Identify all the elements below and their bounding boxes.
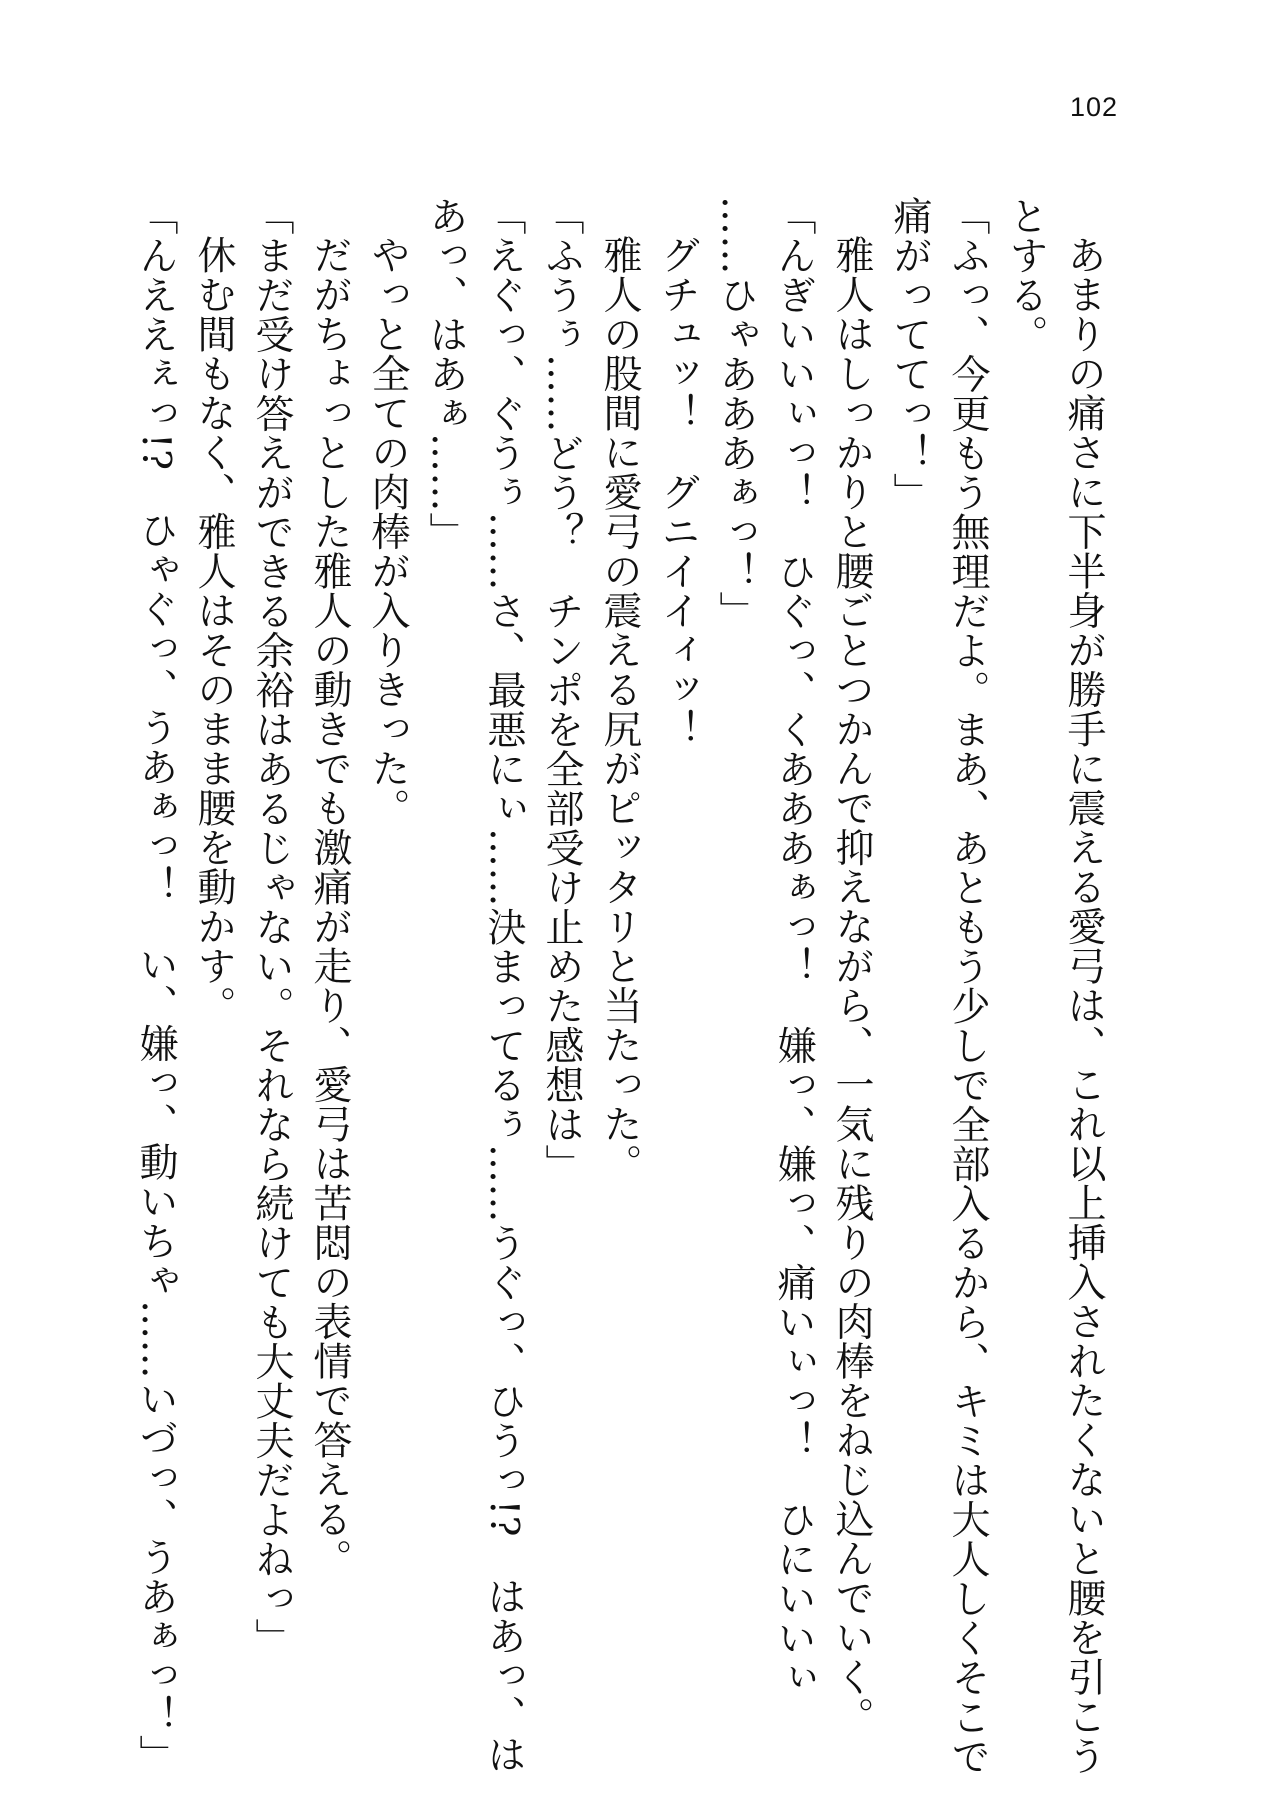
vertical-text-block bbox=[126, 196, 1112, 1776]
text-line: 「んええぇっ!? ひゃぐっ、うあぁっ！ い、嫌っ、動いちゃ……いづっ、うあぁっ！」 bbox=[133, 196, 178, 1775]
text-line: やっと全ての肉棒が入りきった。 bbox=[365, 235, 410, 828]
text-line: 雅人はしっかりと腰ごとつかんで抑えながら、一気に残りの肉棒をねじ込んでいく。 bbox=[829, 235, 874, 1736]
text-line: 痛がっててっ！」 bbox=[887, 196, 932, 512]
text-line: 「んぎいいぃっ！ ひぐっ、くあああぁっ！ 嫌っ、嫌っ、痛いぃっ！ ひにいいぃ bbox=[771, 196, 816, 1697]
page-number: 102 bbox=[1070, 92, 1119, 122]
text-line: 「ふっ、今更もう無理だよ。まあ、あともう少しで全部入るから、キミは大人しくそこで bbox=[945, 196, 990, 1776]
text-line: あっ、はあぁ……」 bbox=[423, 196, 468, 552]
text-line: 「えぐっ、ぐうぅ……さ、最悪にぃ……決まってるぅ……うぐっ、ひうっ!? はあっ、は bbox=[481, 196, 526, 1775]
text-line: グチュッ！ グニイイィッ！ bbox=[655, 235, 700, 749]
text-line: とする。 bbox=[1003, 196, 1048, 354]
text-line: 雅人の股間に愛弓の震える尻がピッタリと当たった。 bbox=[597, 235, 642, 1183]
text-line: だがちょっとした雅人の動きでも激痛が走り、愛弓は苦悶の表情で答える。 bbox=[307, 235, 352, 1578]
text-line: あまりの痛さに下半身が勝手に震える愛弓は、これ以上挿入されたくないと腰を引こう bbox=[1061, 235, 1106, 1776]
text-line: 「まだ受け答えができる余裕はあるじゃない。それなら続けても大丈夫だよねっ」 bbox=[249, 196, 294, 1658]
text-line: 休む間もなく、雅人はそのまま腰を動かす。 bbox=[191, 235, 236, 1025]
text-line: 「ふうぅ……どう？ チンポを全部受け止めた感想は」 bbox=[539, 196, 584, 1184]
text-line: ……ひゃあああぁっ！」 bbox=[713, 196, 758, 631]
